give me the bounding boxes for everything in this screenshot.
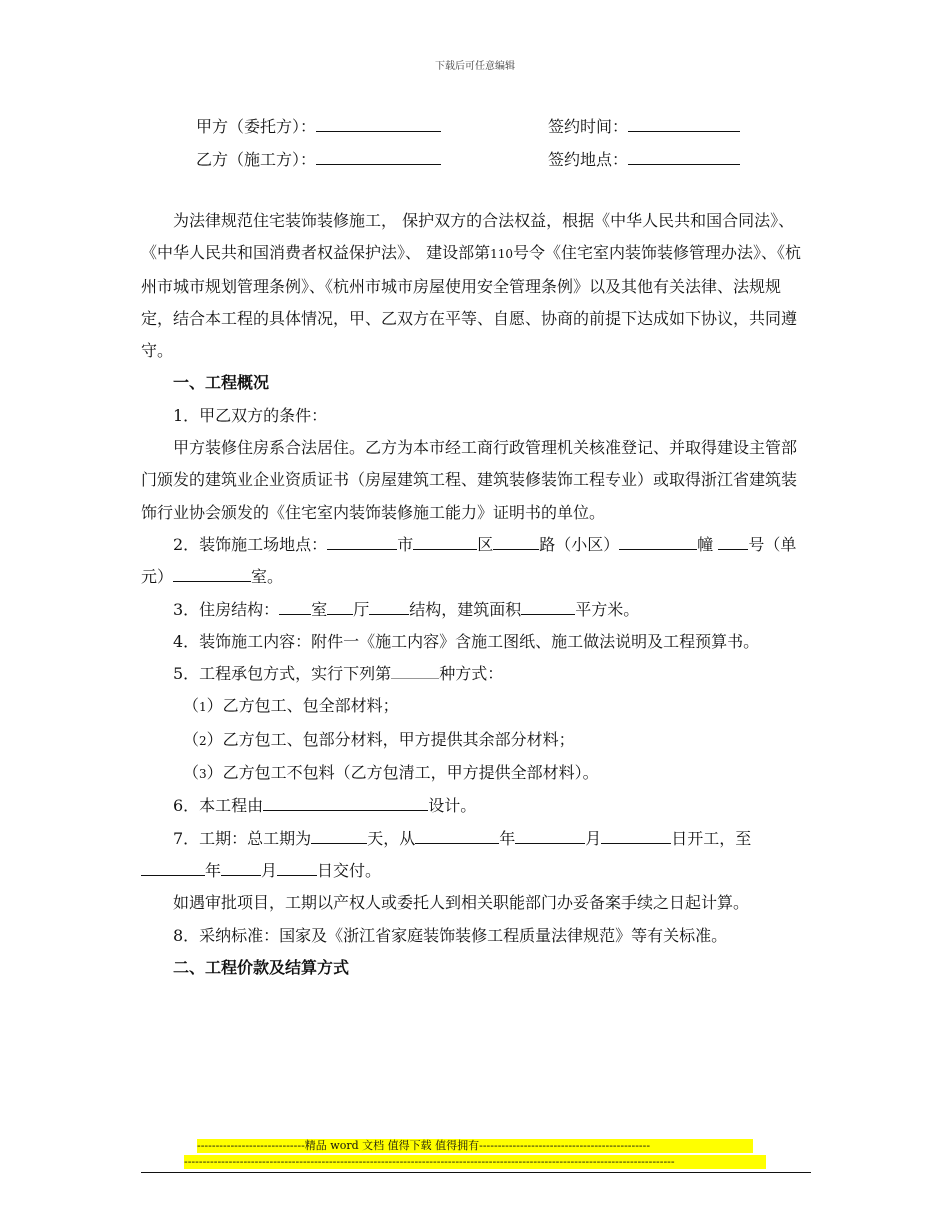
preamble-text-1: 为法律规范住宅装饰装修施工， 保护双方的合法权益，根据《中华人民共和国合同法》、《中华人民共和国消费者权益保护法》、 建设部第 — [141, 211, 795, 263]
room-label: 室。 — [251, 567, 284, 587]
city-label: 市 — [397, 534, 414, 554]
option-2-text: 乙方包工、包部分材料，甲方提供其余部分材料； — [222, 729, 575, 749]
end-day-blank — [277, 860, 317, 876]
start-year-blank — [415, 828, 499, 844]
road-blank — [493, 534, 539, 550]
start-month-label: 月 — [585, 828, 602, 848]
item-7-schedule — [141, 823, 811, 888]
item-2-address — [141, 529, 811, 594]
party-a-label: 甲方（委托方）： — [196, 117, 317, 136]
item-6-designer — [141, 790, 811, 822]
road-label: 路（小区） — [539, 534, 620, 554]
unit-blank — [718, 534, 748, 550]
unit-label: 号（单元） — [141, 534, 797, 587]
footer-dash-line: ------------------------------------------------------------------------------------------------------------------------------------ — [184, 1155, 766, 1169]
party-b-blank — [316, 148, 441, 165]
item-3-label: 3．住房结构： — [173, 599, 280, 619]
end-year-label: 年 — [205, 860, 222, 880]
option-2-number: 2 — [199, 733, 207, 748]
designer-blank — [263, 795, 428, 811]
party-b-label: 乙方（施工方）： — [196, 150, 317, 169]
sign-time-label: 签约时间： — [548, 117, 629, 136]
party-info — [196, 114, 816, 180]
sign-place-label: 签约地点： — [548, 150, 629, 169]
mode-blank — [391, 663, 439, 679]
rooms-blank — [279, 599, 311, 615]
item-7-label: 7．工期：总工期为 — [173, 828, 312, 848]
option-1-text: 乙方包工、包全部材料； — [222, 696, 399, 716]
footer-rule — [141, 1172, 811, 1173]
sign-time-field — [548, 114, 740, 137]
option-1: （1）乙方包工、包全部材料； — [183, 696, 399, 716]
item-4-content: 4．装饰施工内容：附件一《施工内容》含施工图纸、施工做法说明及工程预算书。 — [173, 631, 760, 651]
end-month-label: 月 — [261, 860, 278, 880]
contract-body — [141, 205, 811, 984]
party-a-field — [196, 114, 441, 137]
decree-number: 110 — [490, 247, 513, 262]
preamble-text-2: 号令《住宅室内装饰装修管理办法》、《杭州市城市规划管理条例》、《杭州市城市房屋使用安全管理条例》以及其他有关法律、法规规定，结合本工程的具体情况，甲、乙双方在平等、自愿、协商的前提下达成如下协议，共同遵守。 — [141, 243, 802, 361]
section-1-heading: 一、工程概况 — [173, 373, 270, 393]
end-month-blank — [221, 860, 261, 876]
days-label: 天，从 — [367, 828, 416, 848]
preamble-paragraph — [141, 205, 811, 367]
area-blank — [521, 599, 575, 615]
end-day-label: 日交付。 — [317, 860, 382, 880]
header-note: 下载后可任意编辑 — [435, 61, 515, 72]
room-blank — [173, 566, 251, 582]
item-5-suffix: 种方式： — [439, 664, 504, 684]
city-blank — [327, 534, 397, 550]
halls-label: 厅 — [353, 599, 370, 619]
end-prefix: 至 — [735, 828, 752, 848]
rooms-label: 室 — [311, 599, 328, 619]
structure-label: 结构，建筑面积 — [409, 599, 522, 619]
item-2-label: 2．装饰施工场地点： — [173, 534, 328, 554]
item-3-structure — [141, 594, 811, 626]
item-6-suffix: 设计。 — [428, 796, 477, 816]
sign-place-field — [548, 147, 740, 170]
sign-time-blank — [628, 115, 740, 132]
area-unit: 平方米。 — [575, 599, 640, 619]
item-6-label: 6．本工程由 — [173, 796, 264, 816]
district-blank — [413, 534, 477, 550]
sign-place-blank — [628, 148, 740, 165]
item-7-note: 如遇审批项目，工期以产权人或委托人到相关职能部门办妥备案手续之日起计算。 — [173, 893, 750, 913]
district-label: 区 — [477, 534, 494, 554]
start-day-blank — [601, 828, 671, 844]
item-1-title: 1．甲乙双方的条件： — [173, 405, 328, 425]
party-b-field — [196, 147, 441, 170]
item-8-standard: 8．采纳标准：国家及《浙江省家庭装饰装修工程质量法律规范》等有关标准。 — [173, 925, 728, 945]
building-blank — [619, 534, 697, 550]
start-month-blank — [515, 828, 585, 844]
item-5-label: 5．工程承包方式，实行下列第 — [173, 664, 392, 684]
item-1-text: 甲方装修住房系合法居住。乙方为本市经工商行政管理机关核准登记、并取得建设主管部门颁发的建筑业企业资质证书（房屋建筑工程、建筑装修装饰工程专业）或取得浙江省建筑装饰行业协会颁发的《住宅室内装饰装修施工能力》证明书的单位。 — [141, 438, 798, 522]
days-blank — [311, 828, 367, 844]
building-label: 幢 — [697, 534, 714, 554]
option-1-number: 1 — [199, 700, 207, 715]
footer-banner: -----------------------------精品 word 文档 值得下载 值得拥有---------------------------------------------- — [197, 1139, 753, 1153]
start-year-label: 年 — [499, 828, 516, 848]
option-3: （3）乙方包工不包料（乙方包清工，甲方提供全部材料）。 — [183, 763, 599, 783]
start-day-label: 日开工， — [671, 828, 736, 848]
halls-blank — [327, 599, 353, 615]
option-3-number: 3 — [199, 767, 207, 782]
option-2: （2）乙方包工、包部分材料，甲方提供其余部分材料； — [183, 729, 575, 749]
option-3-text: 乙方包工不包料（乙方包清工，甲方提供全部材料）。 — [222, 763, 599, 783]
end-year-blank — [141, 860, 205, 876]
section-2-heading: 二、工程价款及结算方式 — [173, 957, 350, 977]
item-5-contract-mode — [141, 658, 811, 690]
structure-blank — [369, 599, 409, 615]
party-a-blank — [316, 115, 441, 132]
